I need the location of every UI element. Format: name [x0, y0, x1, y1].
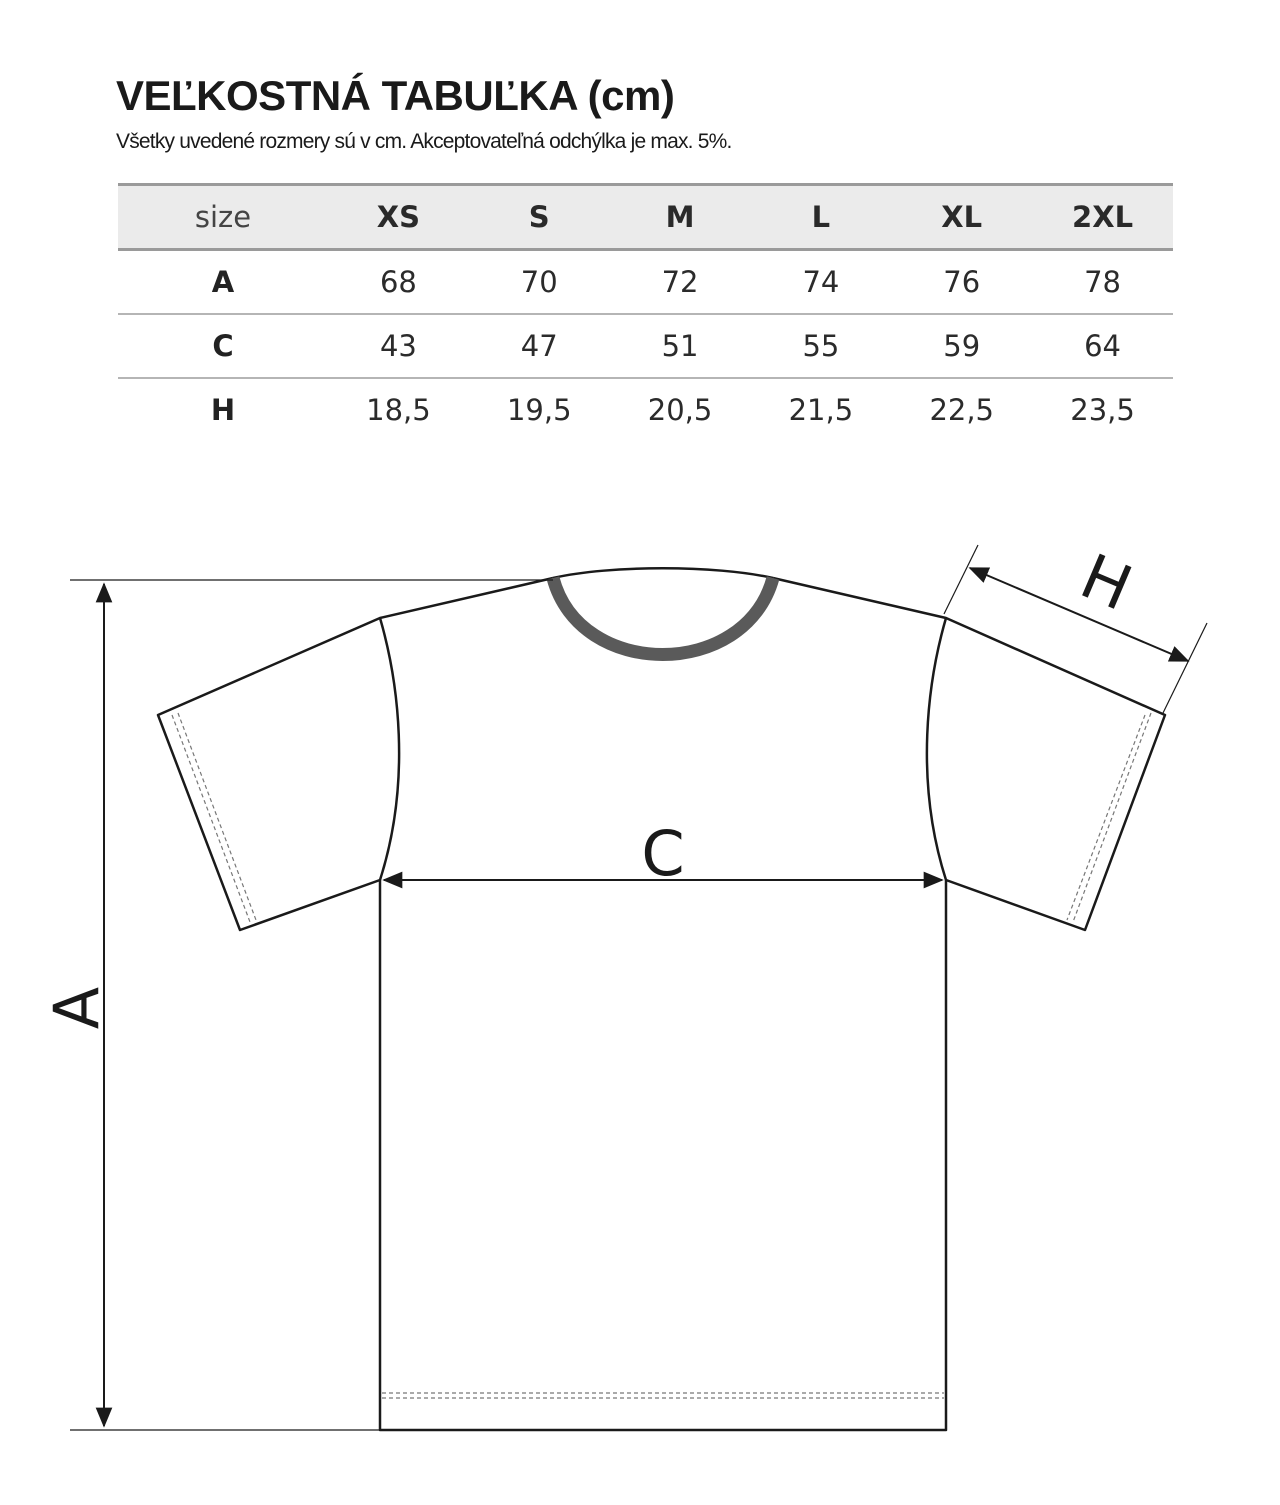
- header-cell-xs: XS: [328, 185, 469, 250]
- table-cell: 72: [661, 265, 699, 299]
- neckband: [553, 578, 773, 655]
- table-cell: 23,5: [1070, 393, 1135, 427]
- table-cell: 19,5: [506, 393, 572, 427]
- table-cell: 74: [802, 265, 840, 299]
- row-label: H: [210, 393, 236, 427]
- header-cell-size: size: [118, 185, 328, 250]
- dimension-c-label: C: [641, 817, 685, 890]
- header-cell-xl: XL: [891, 185, 1032, 250]
- right-sleeve: [773, 578, 1165, 930]
- dimension-a-label: A: [40, 986, 113, 1030]
- dimension-h-label: H: [1070, 539, 1143, 625]
- table-cell: 51: [661, 329, 699, 363]
- dimension-a: [70, 580, 553, 1430]
- table-cell: 70: [520, 265, 558, 299]
- row-label: A: [211, 265, 235, 299]
- left-sleeve: [158, 578, 553, 930]
- table-cell: 22,5: [929, 393, 995, 427]
- neckline-back: [553, 568, 773, 578]
- header-cell-s: S: [469, 185, 610, 250]
- header-cell-l: L: [750, 185, 891, 250]
- tshirt-outline: [158, 568, 1165, 1430]
- table-cell: 43: [379, 329, 417, 363]
- left-armhole: [380, 618, 399, 880]
- table-cell: 68: [379, 265, 417, 299]
- table-cell: 78: [1084, 265, 1122, 299]
- table-cell: 76: [943, 265, 981, 299]
- dimension-h: [944, 545, 1207, 713]
- table-cell: 59: [943, 329, 981, 363]
- table-cell: 18,5: [366, 393, 431, 427]
- table-cell: 55: [802, 329, 840, 363]
- page-subtitle: Všetky uvedené rozmery sú v cm. Akceptovateľná odchýlka je max. 5%.: [116, 130, 732, 153]
- table-cell: 20,5: [647, 393, 713, 427]
- table-cell: 47: [520, 329, 558, 363]
- table-cell: 64: [1084, 329, 1122, 363]
- page-title: VEĽKOSTNÁ TABUĽKA (cm): [116, 72, 675, 119]
- right-armhole: [927, 618, 946, 880]
- header-cell-2xl: 2XL: [1032, 185, 1173, 250]
- row-label: C: [212, 329, 234, 363]
- tshirt-body: [380, 880, 946, 1430]
- table-cell: 21,5: [788, 393, 854, 427]
- header-cell-m: M: [610, 185, 751, 250]
- stitching: [172, 713, 1151, 1398]
